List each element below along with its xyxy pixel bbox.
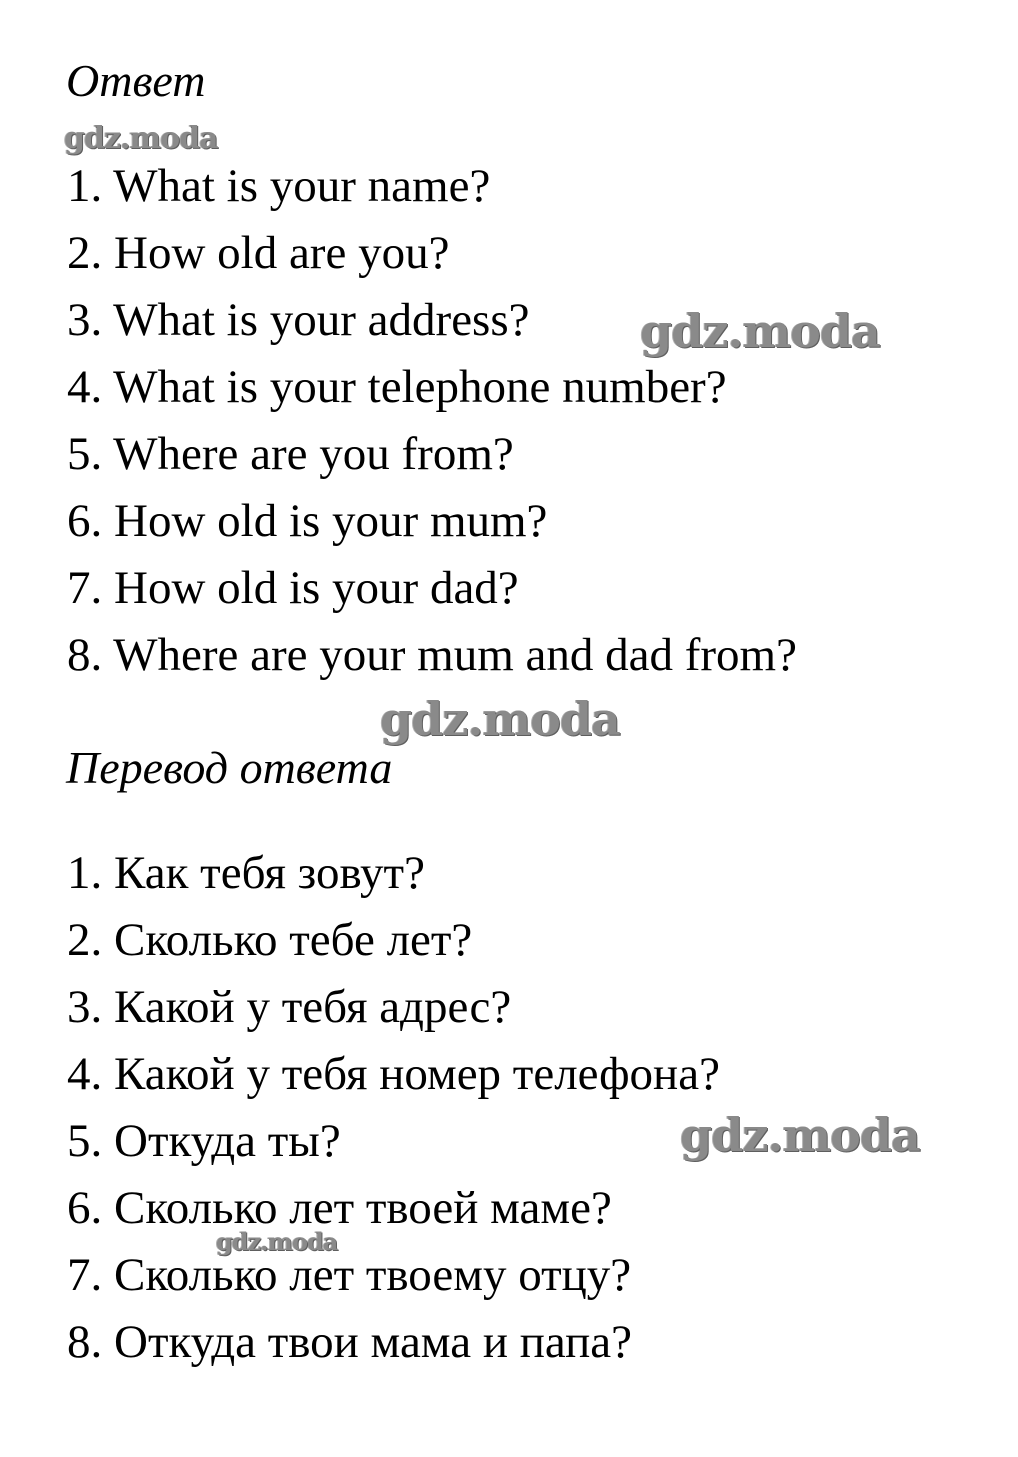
item-number: 2. [67,914,103,966]
list-item [67,1242,720,1309]
list-item [67,974,720,1041]
item-number: 4. [67,361,103,413]
answer-list [67,153,797,689]
translation-list [67,840,720,1376]
item-number: 8. [67,629,103,681]
watermark: gdz.moda [380,692,620,746]
watermark: gdz.moda [680,1108,920,1162]
item-number: 3. [67,981,103,1033]
item-number: 5. [67,1115,103,1167]
item-text: Where are you from? [113,428,514,480]
item-number: 7. [67,1249,103,1301]
item-text: Откуда твои мама и папа? [114,1316,633,1368]
item-number: 1. [67,847,103,899]
translation-heading: Перевод ответа [66,742,393,793]
item-number: 4. [67,1048,103,1100]
item-number: 7. [67,562,103,614]
item-number: 5. [67,428,103,480]
list-item [67,354,797,421]
item-text: Какой у тебя адрес? [114,981,512,1033]
watermark: gdz.moda [64,121,218,156]
list-item [67,421,797,488]
list-item [67,220,797,287]
item-text: What is your address? [113,294,530,346]
item-text: What is your telephone number? [113,361,727,413]
item-number: 6. [67,495,103,547]
list-item [67,1309,720,1376]
item-text: How old is your dad? [114,562,519,614]
item-number: 6. [67,1182,103,1234]
item-number: 8. [67,1316,103,1368]
item-text: Откуда ты? [114,1115,341,1167]
watermark: gdz.moda [216,1227,338,1256]
item-text: Сколько лет твоей маме? [114,1182,612,1234]
item-number: 3. [67,294,103,346]
list-item [67,153,797,220]
item-text: Where are your mum and dad from? [113,629,797,681]
list-item [67,1108,720,1175]
item-text: How old is your mum? [114,495,548,547]
list-item [67,907,720,974]
answer-heading: Ответ [66,55,206,106]
item-text: Какой у тебя номер телефона? [114,1048,720,1100]
item-text: Сколько лет твоему отцу? [114,1249,632,1301]
list-item [67,622,797,689]
list-item [67,840,720,907]
list-item [67,1041,720,1108]
item-text: Как тебя зовут? [114,847,425,899]
item-text: Сколько тебе лет? [114,914,473,966]
item-number: 1. [67,160,103,212]
item-text: What is your name? [113,160,491,212]
item-text: How old are you? [114,227,450,279]
item-number: 2. [67,227,103,279]
watermark: gdz.moda [640,304,880,358]
list-item [67,488,797,555]
list-item [67,1175,720,1242]
list-item [67,555,797,622]
